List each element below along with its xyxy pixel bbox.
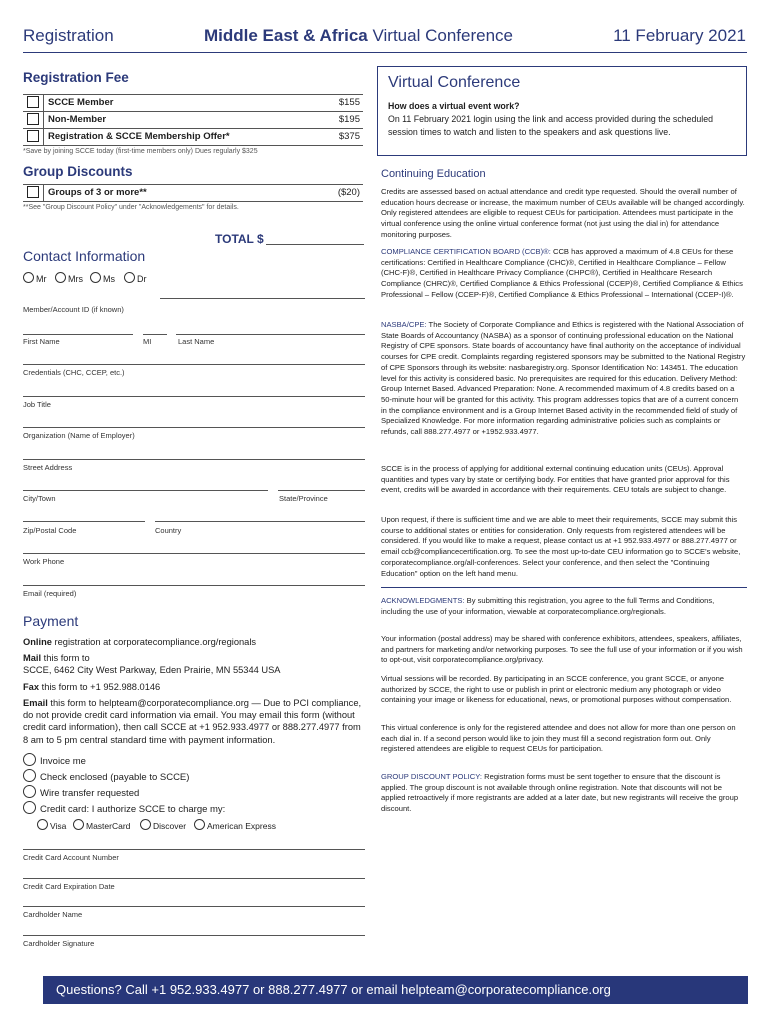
zip-label: Zip/Postal Code [23,526,77,535]
card-label: MasterCard [86,821,131,831]
group-label: Groups of 3 or more** [48,187,147,198]
salutation-ms[interactable] [90,272,115,284]
mi-label: MI [143,337,152,346]
payment-fax-text: this form to +1 952.988.0146 [39,682,161,692]
street-field[interactable] [23,459,365,460]
payment-mail-label: Mail [23,653,42,663]
cc-number-label: Credit Card Account Number [23,853,119,862]
group-row [23,185,363,202]
mi-field[interactable] [143,334,167,335]
job-title-label: Job Title [23,400,51,409]
card-label: Discover [153,821,187,831]
radio-icon [194,819,205,830]
ack-privacy-paragraph: Your information (postal address) may be shared with conference exhibitors, attendees, speakers, affiliates, and partners for marketing and/or networking purposes. To see the full use of your information or if you wish to opt-out, visit corporatecompliance.org/privacy. [381,634,743,665]
salutation-label: Mrs [68,274,83,284]
radio-icon [23,753,36,766]
salutation-label: Mr [36,274,47,284]
payment-mail-text: this form to [41,653,90,663]
ce-paragraph: Credits are assessed based on actual attendance and credit type requested. Should the overall number of education hours decrease or increase, the maximum number of CEUs available will be changed accordingly. Only registered attendees are eligible to request CEUs for participation. Attendees must participate in the virtual conference using the online virtual conference format (not just using the dial in) for attendance monitoring purposes. [381,187,745,239]
payment-option-label: Check enclosed (payable to SCCE) [40,772,190,783]
fee-row [23,112,363,129]
continuing-education-title: Continuing Education [381,168,486,180]
payment-option-label: Credit card: I authorize SCCE to charge my: [40,804,226,815]
credentials-field[interactable] [23,364,365,365]
payment-option-credit-card[interactable] [23,801,225,815]
header-conference-title [204,26,513,46]
payment-title: Payment [23,613,79,629]
cc-expiration-field[interactable] [23,878,365,879]
ack-divider [381,587,747,588]
header-event-type: Virtual Conference [372,26,513,45]
payment-option-wire[interactable] [23,785,139,799]
job-title-field[interactable] [23,396,365,397]
virtual-answer: On 11 February 2021 login using the link and access provided during the scheduled session times to watch and listen to the speakers and ask questions live. [388,114,714,137]
virtual-question: How does a virtual event work? [388,101,520,111]
cardholder-name-field[interactable] [23,906,365,907]
fee-label: Registration & SCCE Membership Offer* [48,131,230,142]
radio-icon [73,819,84,830]
ack-attendee-paragraph: This virtual conference is only for the registered attendee and does not allow for more than one person on each dial in. If a second person would like to join they must fill a second registration form out. Only registered attendees are eligible to request CEUs for participation. [381,723,736,754]
card-mastercard[interactable] [73,819,130,831]
total-field[interactable] [266,244,364,245]
radio-icon [23,769,36,782]
fee-checkbox[interactable] [27,96,39,108]
organization-field[interactable] [23,427,365,428]
header-rule [23,52,747,53]
credentials-label: Credentials (CHC, CCEP, etc.) [23,368,125,377]
payment-email-text: this form to helpteam@corporatecompliance.org — Due to PCI compliance, do not provide credit card information via email. You may email this form (without credit card information), then call SCCE at +1 952.933.4977 or 888.277.4977 from 8 am to 5 pm central standard time with payment information. [23,698,362,745]
radio-icon [124,272,135,283]
ack-paragraph [381,596,746,617]
ccb-caption: COMPLIANCE CERTIFICATION BOARD (CCB)®: [381,247,551,256]
ce-nasba-paragraph [381,320,746,438]
radio-icon [23,785,36,798]
payment-online-text: registration at corporatecompliance.org/regionals [51,637,257,647]
payment-mail [23,652,368,664]
fee-note: *Save by joining SCCE today (first-time members only) Dues regularly $325 [23,148,258,155]
state-field[interactable] [278,490,365,491]
member-id-label: Member/Account ID (if known) [23,305,124,314]
payment-option-check[interactable] [23,769,189,783]
fee-row [23,129,363,146]
fee-checkbox[interactable] [27,113,39,125]
payment-fax-label: Fax [23,682,40,692]
payment-fax [23,681,368,693]
salutation-label: Dr [137,274,147,284]
last-name-field[interactable] [176,334,365,335]
country-label: Country [155,526,182,535]
card-discover[interactable] [140,819,186,831]
group-amount: ($20) [337,187,360,198]
salutation-mr[interactable] [23,272,47,284]
virtual-conference-title: Virtual Conference [388,74,521,91]
group-note: **See "Group Discount Policy" under "Acknowledgements" for details. [23,204,239,211]
ce-ccb-paragraph [381,247,746,301]
payment-option-label: Invoice me [40,756,86,767]
state-label: State/Province [279,494,328,503]
salutation-dr[interactable] [124,272,147,284]
group-discount-policy-paragraph [381,772,746,815]
ce-ceu-paragraph: SCCE is in the process of applying for additional external continuing education units (CEUs). Approval quantities and types vary by state or certifying body. For entities that have granted prior approval for this event, credits will be awarded in accordance with their requirements. CEU totals are subject to change. [381,464,730,495]
fee-amount: $155 [338,97,360,108]
header-registration: Registration [23,26,114,45]
country-field[interactable] [155,521,365,522]
registration-fee-title: Registration Fee [23,70,129,85]
radio-icon [37,819,48,830]
gd-text: Registration forms must be sent together to ensure that the discount is applied. The group discount is not available through online registration. Note that discounts will not be applied retroactively if more registrants are added at a later date, but new registrants will receive the group discount. [381,772,739,814]
last-name-label: Last Name [178,337,215,346]
card-label: Visa [50,821,67,831]
organization-label: Organization (Name of Employer) [23,431,135,440]
fee-label: Non-Member [48,114,107,125]
gd-caption: GROUP DISCOUNT POLICY: [381,772,482,781]
card-amex[interactable] [194,819,276,831]
first-name-field[interactable] [23,334,133,335]
footer-questions-bar: Questions? Call +1 952.933.4977 or 888.277.4977 or email helpteam@corporatecompliance.org [43,976,748,1004]
work-phone-label: Work Phone [23,557,65,566]
zip-field[interactable] [23,521,145,522]
cardholder-signature-field[interactable] [23,935,365,936]
nasba-caption: NASBA/CPE: [381,320,427,329]
payment-option-label: Wire transfer requested [40,788,140,799]
radio-icon [90,272,101,283]
card-label: American Express [207,821,276,831]
ce-request-paragraph: Upon request, if there is sufficient time and we are able to meet their requirements, SCCE may submit this course to additional states or entities for consideration. Only requests from registered attendees will be considered. If you would like to make a request, please contact us at +1 952.933.4977 or 888.277.4977 or email ccb@compliancecertification.org. To see the most up-to-date CEU information go to SCCE's website, corporatecompliance.org/all-conferences. Select your conference, and then select the "Continuing Education" option on the left hand menu. [381,515,741,578]
fee-amount: $375 [338,131,360,142]
first-name-label: First Name [23,337,60,346]
email-field[interactable] [23,585,365,586]
radio-icon [23,272,34,283]
radio-icon [140,819,151,830]
card-visa[interactable] [37,819,66,831]
total-label: TOTAL $ [215,232,264,246]
salutation-label: Ms [103,274,115,284]
street-label: Street Address [23,463,73,472]
cardholder-name-label: Cardholder Name [23,910,83,919]
nasba-text: The Society of Corporate Compliance and Ethics is registered with the National Association of State Boards of Accountancy (NASBA) as a sponsor of continuing professional education on the National Registry of CPE sponsors. State boards of accountancy have final authority on the acceptance of individual courses for CPE credit. Complaints regarding registered sponsors may be submitted to the National Registry of CPE Sponsors through its website: nasbaregistry.org. Sponsor Identification No: 143451. The education level for this activity is considered basic. No prerequisites are required for this education. Delivery Method: Group Internet Based. Advanced Preparation: None. A recommended maximum of 4.8 credits based on a 50-minute hour will be granted for this activity. This program addresses topics that are of a current concern in the compliance environment and is a Group Internet Based activity in the recommended field of study of Specialized Knowledge. For more information regarding administrative policies such as complaints or refunds, call 888.277.4977 or +1952.933.4977. [381,320,746,437]
email-label: Email (required) [23,589,77,598]
ack-text: By submitting this registration, you agree to the full Terms and Conditions, including the use of your information, viewable at corporatecompliance.org/regionals. [381,596,715,616]
fee-checkbox[interactable] [27,130,39,142]
cc-number-field[interactable] [23,849,365,850]
payment-online [23,636,368,648]
city-field[interactable] [23,490,268,491]
contact-information-title: Contact Information [23,248,146,264]
radio-icon [23,801,36,814]
cardholder-signature-label: Cardholder Signature [23,939,95,948]
work-phone-field[interactable] [23,553,365,554]
salutation-mrs[interactable] [55,272,83,284]
salutation-other-line[interactable] [160,298,365,299]
ack-caption: ACKNOWLEDGMENTS: [381,596,465,605]
header-region: Middle East & Africa [204,26,368,45]
payment-mail-address: SCCE, 6462 City West Parkway, Eden Prairie, MN 55344 USA [23,665,281,675]
payment-online-label: Online [23,637,52,647]
group-checkbox[interactable] [27,186,39,198]
city-label: City/Town [23,494,56,503]
payment-email [23,697,368,746]
payment-email-label: Email [23,698,48,708]
cc-expiration-label: Credit Card Expiration Date [23,882,115,891]
header-date: 11 February 2021 [613,26,746,45]
ccb-text: CCB has approved a maximum of 4.8 CEUs for these certifications: Certified in Healthcare Compliance (CHC)®, Certified in Healthcare Compliance – Fellow (CHC-F)®, Certified in Healthcare Privacy Compliance (CHPC®), Certified in Healthcare Research Compliance (CHRC)®, Certified Compliance & Ethics Professional (CCEP)®, Certified Compliance & Ethics Professional – Fellow (CCEP-F)®, Certified Compliance & Ethics Professional – International (CCEP-I)®. [381,247,743,299]
fee-row [23,95,363,112]
fee-label: SCCE Member [48,97,114,108]
fee-amount: $195 [338,114,360,125]
radio-icon [55,272,66,283]
group-discounts-title: Group Discounts [23,164,133,179]
payment-option-invoice[interactable] [23,753,86,767]
ack-recording-paragraph: Virtual sessions will be recorded. By participating in an SCCE conference, you grant SCCE, or anyone authorized by SCCE, the right to use or publish in print or electronic medium any photograph or video containing your image or likeness for educational, news, or promotional purposes without compensation. [381,674,732,705]
